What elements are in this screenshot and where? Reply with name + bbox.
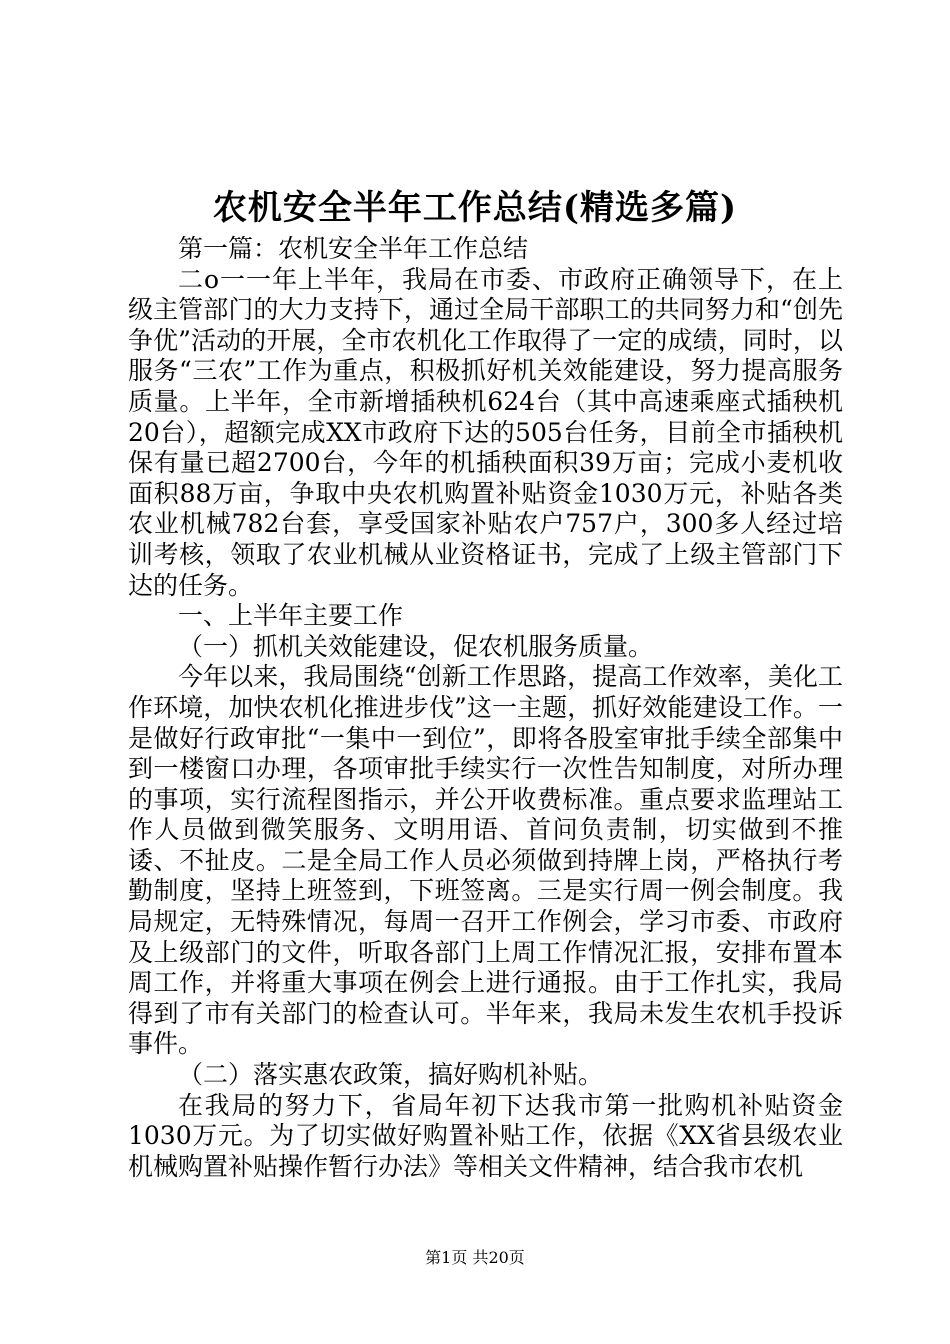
subsection-heading-efficiency: （一）抓机关效能建设，促农机服务质量。: [178, 631, 654, 661]
document-body: [128, 234, 843, 1182]
subsection-heading-subsidy: （二）落实惠农政策，搞好购机补贴。: [178, 1060, 604, 1090]
page-footer: 第1页 共20页: [425, 1248, 525, 1267]
paragraph-summary: 二o一一年上半年，我局在市委、市政府正确领导下，在上级主管部门的大力支持下，通过全局干部职工的共同努力和“创先争优”活动的开展，全市农机化工作取得了一定的成绩，同时，以服务“三农”工作为重点，积极抓好机关效能建设，努力提高服务质量。上半年，全市新增插秧机624台（其中高速乘座式插秧机20台），超额完成XX市政府下达的505台任务，目前全市插秧机保有量已超2700台，今年的机插秧面积39万亩；完成小麦机收面积88万亩，争取中央农机购置补贴资金1030万元，补贴各类农业机械782台套，享受国家补贴农户757户，300多人经过培训考核，领取了农业机械从业资格证书，完成了上级主管部门下达的任务。: [128, 264, 843, 600]
paragraph-efficiency: 今年以来，我局围绕“创新工作思路，提高工作效率，美化工作环境，加快农机化推进步伐”这一主题，抓好效能建设工作。一是做好行政审批“一集中一到位”，即将各股室审批手续全部集中到一楼窗口办理，各项审批手续实行一次性告知制度，对所办理的事项，实行流程图指示，并公开收费标准。重点要求监理站工作人员做到微笑服务、文明用语、首问负责制，切实做到不推诿、不扯皮。二是全局工作人员必须做到持牌上岗，严格执行考勤制度，坚持上班签到，下班签离。三是实行周一例会制度。我局规定，无特殊情况，每周一召开工作例会，学习市委、市政府及上级部门的文件，听取各部门上周工作情况汇报，安排布置本周工作，并将重大事项在例会上进行通报。由于工作扎实，我局得到了市有关部门的检查认可。半年来，我局未发生农机手投诉事件。: [128, 662, 843, 1059]
section-heading-part-one: 第一篇：农机安全半年工作总结: [178, 234, 529, 263]
document-title: 农机安全半年工作总结(精选多篇): [212, 188, 738, 228]
paragraph-subsidy: 在我局的努力下，省局年初下达我市第一批购机补贴资金1030万元。为了切实做好购置补贴工作，依据《XX省县级农业机械购置补贴操作暂行办法》等相关文件精神，结合我市农机: [128, 1090, 843, 1181]
section-heading-main-work: 一、上半年主要工作: [178, 601, 404, 631]
